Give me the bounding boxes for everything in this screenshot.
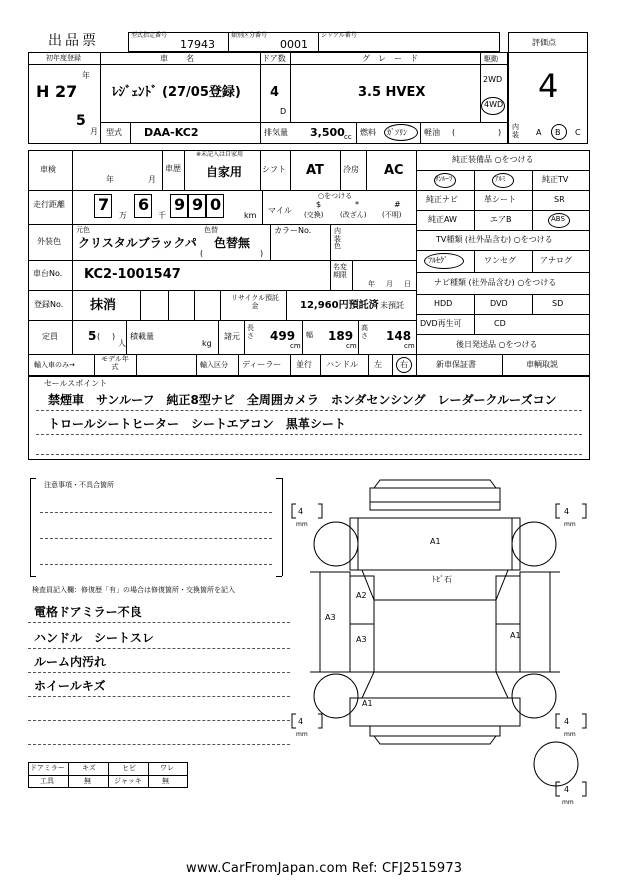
tools-header: キズ xyxy=(82,764,96,772)
tools-header: ドアミラー xyxy=(30,764,65,772)
form-title: 出品票 xyxy=(48,33,99,49)
mileage-tamper-mark: * xyxy=(355,200,359,209)
category-label: 類別区分番号 xyxy=(231,32,268,39)
interior-a: A xyxy=(536,128,542,137)
door-type: D xyxy=(280,107,287,116)
tools-value: ジャッキ xyxy=(114,777,142,785)
usage-label: 車歴 xyxy=(165,164,181,173)
name-change-year-unit: 年 xyxy=(368,280,375,288)
score-label: 評価点 xyxy=(532,38,556,47)
chassis-label: 車台No. xyxy=(33,269,63,278)
capacity-unit: 人 xyxy=(118,339,126,348)
chassis-value: KC2-1001547 xyxy=(84,267,181,282)
color-paren-open: ( xyxy=(200,249,204,258)
displacement-value: 3,500 xyxy=(310,126,345,139)
mileage-unknown-mark: # xyxy=(394,200,401,209)
grade-value: 3.5 HVEX xyxy=(358,85,426,100)
model-cert-value: 17943 xyxy=(180,38,215,51)
doors-label: ドア数 xyxy=(262,54,286,63)
damage-mark: A3 xyxy=(325,613,336,622)
recycle-label: リサイクル預託金 xyxy=(230,294,280,311)
first-reg-month: 5 xyxy=(76,113,86,129)
grade-label: グレード xyxy=(362,54,426,63)
car-name-label: 車名 xyxy=(160,54,212,63)
load-unit: kg xyxy=(202,339,212,348)
damage-mark: A1 xyxy=(362,699,373,708)
import-cat-label: 輸入区分 xyxy=(200,361,228,369)
name-change-day-unit: 日 xyxy=(404,280,411,288)
light-oil-label: 軽油 xyxy=(424,128,440,137)
first-reg-year: H 27 xyxy=(36,82,78,101)
capacity-paren-open: ( xyxy=(97,332,101,341)
nav-dvd: DVD xyxy=(490,299,508,308)
height-label: 高さ xyxy=(361,324,368,340)
displacement-label: 排気量 xyxy=(264,128,288,137)
damage-mark: A1 xyxy=(430,537,441,546)
mileage-digit: 9 xyxy=(192,195,204,214)
car-damage-diagram xyxy=(290,474,600,824)
tread-unit: mm xyxy=(562,799,574,806)
length-unit: cm xyxy=(290,342,301,350)
usage-note: ※未記入は自家用 xyxy=(196,151,244,158)
tread-value: 4 xyxy=(564,507,570,516)
registration-value: 抹消 xyxy=(90,298,117,313)
tools-value: 無 xyxy=(162,777,169,785)
color-change-label: 色替 xyxy=(204,226,218,234)
model-type: DAA-KC2 xyxy=(144,126,199,139)
model-cert-label: 型式指定番号 xyxy=(131,32,168,39)
notes-label: 注意事項・不具合箇所 xyxy=(44,481,114,489)
dealer-label: ディーラー xyxy=(242,360,282,369)
registration-label: 登録No. xyxy=(34,300,64,309)
equip-title: 純正装備品 ○をつける xyxy=(452,155,534,164)
inspector-label: 検査員記入欄：修復歴「有」の場合は修復箇所・交換箇所を記入 xyxy=(32,586,235,594)
equip-tv: 純正TV xyxy=(542,175,569,184)
shift-label: シフト xyxy=(262,165,286,174)
nav-sd: SD xyxy=(552,299,564,308)
interior-b: B xyxy=(555,128,561,137)
year-unit: 年 xyxy=(82,71,90,80)
color-paren-close: ) xyxy=(260,249,264,258)
warranty: 新車保証書 xyxy=(436,360,476,369)
note-item: ホイールキズ xyxy=(34,679,106,693)
usage-value: 自家用 xyxy=(206,165,243,179)
mileage-exchange-mark: $ xyxy=(316,200,322,209)
equip-airbag: エアB xyxy=(490,215,512,224)
tools-value: 無 xyxy=(84,777,91,785)
manual: 車輌取説 xyxy=(526,360,558,369)
ac-value: AC xyxy=(384,163,404,178)
parallel-label: 並行 xyxy=(296,360,312,369)
mileage-sen: 千 xyxy=(158,211,166,220)
mileage-man: 万 xyxy=(119,211,127,220)
width-label: 幅 xyxy=(306,331,313,339)
damage-mark: ﾄﾋﾞ石 xyxy=(432,575,452,584)
tv-oneseg: ワンセグ xyxy=(484,256,516,265)
recycle-value: 12,960円預託済 xyxy=(300,300,379,311)
recycle-unpaid: 未預託 xyxy=(380,301,404,310)
serial-label: シリアル番号 xyxy=(321,32,357,39)
sales-label: セールスポイント xyxy=(44,379,108,388)
drive-4wd: 4WD xyxy=(484,100,504,109)
mileage-tamper: (改ざん) xyxy=(340,211,367,219)
nav-dvd-play: DVD再生可 xyxy=(420,319,462,328)
height-unit: cm xyxy=(404,342,415,350)
length-value: 499 xyxy=(270,329,296,343)
month-unit: 月 xyxy=(90,127,98,136)
category-value: 0001 xyxy=(280,38,308,51)
shift-value: AT xyxy=(306,163,324,178)
name-change-label: 名変期限 xyxy=(333,263,347,279)
mileage-unknown: (不明) xyxy=(382,211,402,219)
mileage-digit: 9 xyxy=(174,195,186,214)
drive-label: 駆動 xyxy=(484,55,498,63)
width-value: 189 xyxy=(328,329,354,343)
note-item: ルーム内汚れ xyxy=(34,655,107,669)
color-value: クリスタルブラックパ xyxy=(78,236,197,250)
color-code-label: カラーNo. xyxy=(274,226,312,235)
tv-fullseg: ﾌﾙｾｸﾞ xyxy=(428,256,448,265)
capacity-paren-close: ) xyxy=(112,332,116,341)
tread-unit: mm xyxy=(564,731,576,738)
mileage-mark-note: ○をつける xyxy=(318,192,353,200)
paren-close: ) xyxy=(498,128,502,137)
mileage-sub-label: マイル xyxy=(268,206,292,215)
mileage-digit: 7 xyxy=(98,195,110,214)
color-change-value: 色替無 xyxy=(214,236,251,250)
capacity-value: 5 xyxy=(88,329,97,343)
model-year-label: モデル年式 xyxy=(101,355,129,371)
note-item: 電格ドアミラー不良 xyxy=(34,605,142,619)
tread-value: 4 xyxy=(564,785,570,794)
equip-navi: 純正ナビ xyxy=(426,195,458,204)
tools-value: 工具 xyxy=(40,777,54,785)
length-label: 長さ xyxy=(247,324,254,340)
equip-aw: 純正AW xyxy=(428,215,457,224)
score-value: 4 xyxy=(538,67,559,105)
load-label: 積載量 xyxy=(130,332,154,341)
tread-value: 4 xyxy=(298,717,304,726)
tools-header: ヒビ xyxy=(122,764,136,772)
equip-leather: 革シート xyxy=(484,195,516,204)
name-change-month-unit: 月 xyxy=(386,280,393,288)
capacity-label: 定員 xyxy=(42,332,58,341)
mileage-digit: 0 xyxy=(210,195,222,214)
tread-unit: mm xyxy=(564,521,576,528)
interior-color-label: 内装色 xyxy=(334,227,341,251)
equip-sunroof: ｻﾝﾙｰﾌ xyxy=(435,175,453,183)
later-docs: 後日発送品 ○をつける xyxy=(456,340,538,349)
import-label: 輸入車のみ→ xyxy=(34,361,75,369)
nav-title: ナビ種類 (社外品含む) ○をつける xyxy=(434,278,557,287)
tread-unit: mm xyxy=(296,521,308,528)
paren-open: ( xyxy=(452,128,456,137)
sales-line-2: トロールシートヒーター シートエアコン 黒革シート xyxy=(48,417,346,431)
original-color-label: 元色 xyxy=(76,226,90,234)
mileage-digit: 6 xyxy=(138,195,150,214)
mileage-unit: km xyxy=(244,211,257,220)
tread-value: 4 xyxy=(564,717,570,726)
height-value: 148 xyxy=(386,329,412,343)
damage-mark: A3 xyxy=(356,635,367,644)
inspection-year-unit: 年 xyxy=(106,175,114,184)
tread-value: 4 xyxy=(298,507,304,516)
ac-label: 冷房 xyxy=(343,165,359,174)
damage-mark: A1 xyxy=(510,631,521,640)
first-reg-label: 初年度登録 xyxy=(46,54,81,62)
displacement-unit: cc xyxy=(344,133,352,141)
steering-left: 左 xyxy=(374,360,382,369)
damage-mark: A2 xyxy=(356,591,367,600)
inspection-label: 車検 xyxy=(40,165,56,174)
tread-unit: mm xyxy=(296,731,308,738)
steering-label: ハンドル xyxy=(326,360,358,369)
doors-value: 4 xyxy=(270,85,280,100)
nav-cd: CD xyxy=(494,319,506,328)
tv-title: TV種類 (社外品含む) ○をつける xyxy=(436,235,553,244)
dims-label: 諸元 xyxy=(224,332,240,341)
tools-header: ワレ xyxy=(160,764,174,772)
note-item: ハンドル シートスレ xyxy=(34,631,154,645)
inspection-month-unit: 月 xyxy=(148,175,156,184)
nav-hdd: HDD xyxy=(434,299,453,308)
equip-abs: ABS xyxy=(551,215,565,223)
drive-2wd: 2WD xyxy=(483,75,503,84)
color-label: 外装色 xyxy=(37,237,61,246)
sales-line-1: 禁煙車 サンルーフ 純正8型ナビ 全周囲カメラ ホンダセンシング レーダークルーズコン xyxy=(48,393,557,407)
equip-sr: SR xyxy=(554,195,565,204)
steering-right: 右 xyxy=(400,360,408,369)
fuel-value: ｶﾞｿﾘﾝ xyxy=(387,128,407,137)
fuel-label: 燃料 xyxy=(360,128,376,137)
mileage-label: 走行距離 xyxy=(33,200,65,209)
tv-analog: アナログ xyxy=(540,256,572,265)
equip-alloy: ｱﾙﾐ xyxy=(495,175,506,183)
car-name: ﾚｼﾞｪﾝﾄﾞ (27/05登録) xyxy=(112,85,241,100)
mileage-exchange: (交換) xyxy=(304,211,324,219)
footer-watermark: www.CarFromJapan.com Ref: CFJ2515973 xyxy=(186,861,463,876)
interior-c: C xyxy=(575,128,581,137)
interior-label: 内装 xyxy=(512,123,519,139)
width-unit: cm xyxy=(346,342,357,350)
model-type-label: 型式 xyxy=(106,128,122,137)
